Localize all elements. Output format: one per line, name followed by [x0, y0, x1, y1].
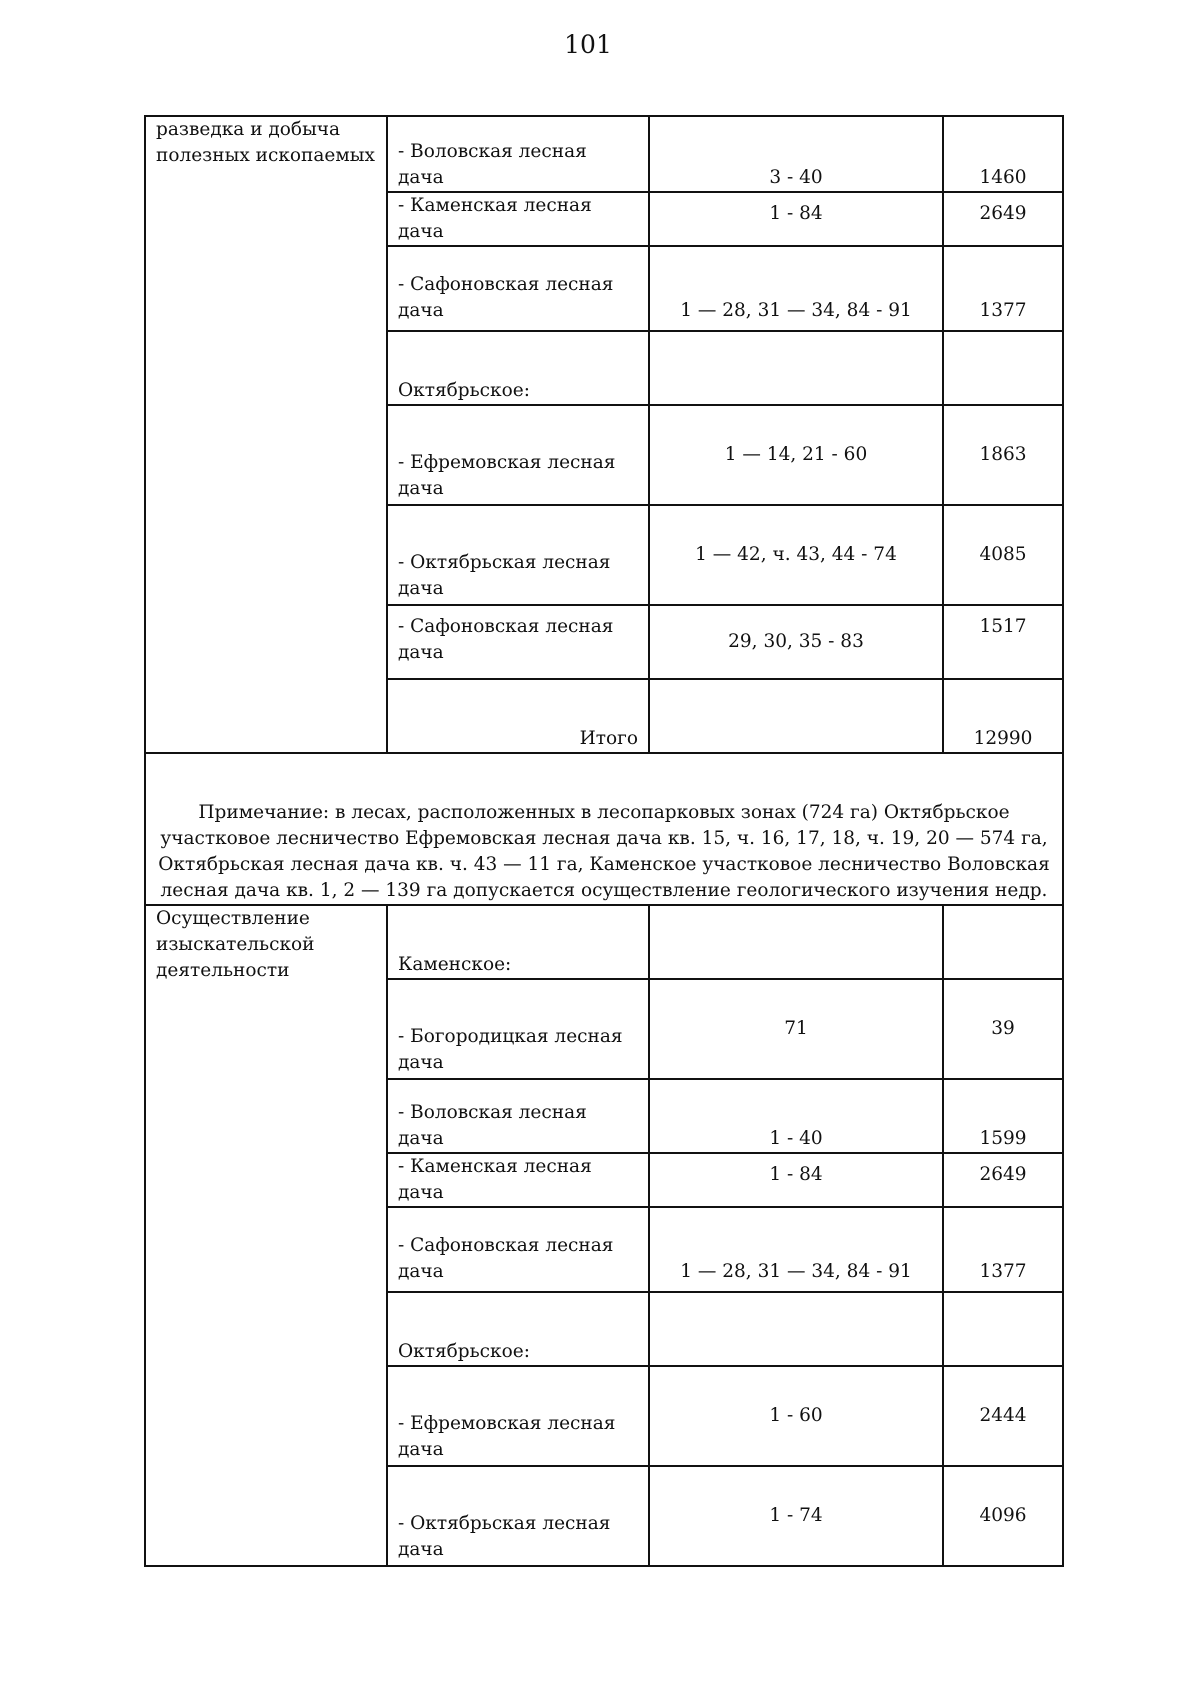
area-cell: 1377 — [943, 1207, 1063, 1292]
forest-name-cell: - Сафоновская лесная дача — [387, 246, 649, 331]
note-row — [145, 753, 1063, 905]
forest-name-cell: - Ефремовская лесная дача — [387, 1366, 649, 1466]
quarters-cell: 1 — 28, 31 — 34, 84 - 91 — [649, 246, 943, 331]
table-row — [145, 116, 1063, 192]
forest-name-cell: - Воловская лесная дача — [387, 1079, 649, 1153]
forest-name-cell: - Каменская лесная дача — [387, 1153, 649, 1207]
page-number: 101 — [564, 30, 612, 59]
quarters-cell — [649, 905, 943, 979]
area-cell: 1377 — [943, 246, 1063, 331]
forest-name-cell: - Сафоновская лесная дача — [387, 605, 649, 679]
area-cell — [943, 331, 1063, 405]
forest-name-cell: - Сафоновская лесная дача — [387, 1207, 649, 1292]
forest-name-cell: - Воловская лесная дача — [387, 116, 649, 192]
area-cell: 1460 — [943, 116, 1063, 192]
quarters-cell: 1 - 40 — [649, 1079, 943, 1153]
quarters-cell: 1 — 42, ч. 43, 44 - 74 — [649, 505, 943, 605]
forest-name-cell: - Октябрьская лесная дача — [387, 1466, 649, 1566]
quarters-cell: 1 - 74 — [649, 1466, 943, 1566]
area-cell: 1599 — [943, 1079, 1063, 1153]
table-row — [145, 905, 1063, 979]
area-cell: 2649 — [943, 1153, 1063, 1207]
purpose-cell: Осуществление изыскательской деятельности — [145, 905, 387, 1566]
quarters-cell: 71 — [649, 979, 943, 1079]
quarters-cell: 3 - 40 — [649, 116, 943, 192]
forest-name-cell: - Каменская лесная дача — [387, 192, 649, 246]
total-label: Итого — [387, 679, 649, 753]
area-cell — [943, 905, 1063, 979]
quarters-cell: 1 - 60 — [649, 1366, 943, 1466]
purpose-cell: разведка и добыча полезных ископаемых — [145, 116, 387, 753]
forest-name-cell: - Октябрьская лесная дача — [387, 505, 649, 605]
area-cell: 2444 — [943, 1366, 1063, 1466]
area-cell — [943, 1292, 1063, 1366]
quarters-cell — [649, 679, 943, 753]
area-cell: 1517 — [943, 605, 1063, 679]
forest-name-cell: Октябрьское: — [387, 331, 649, 405]
area-cell: 4085 — [943, 505, 1063, 605]
area-cell: 2649 — [943, 192, 1063, 246]
quarters-cell: 1 - 84 — [649, 1153, 943, 1207]
area-cell: 4096 — [943, 1466, 1063, 1566]
forest-name-cell: - Ефремовская лесная дача — [387, 405, 649, 505]
forest-use-table — [144, 115, 1064, 1567]
total-area: 12990 — [943, 679, 1063, 753]
forest-name-cell: Каменское: — [387, 905, 649, 979]
note-text: Примечание: в лесах, расположенных в лесопарковых зонах (724 га) Октябрьское участковое лесничество Ефремовская лесная дача кв. 15, ч. 16, 17, 18, ч. 19, 20 — 574 га, Октябрьская лесная дача кв. ч. 43 — 11 га, Каменское участковое лесничество Воловская лесная дача кв. 1, 2 — 139 га допускается осуществление геологического изучения недр. — [145, 753, 1063, 905]
quarters-cell: 1 — 14, 21 - 60 — [649, 405, 943, 505]
quarters-cell: 29, 30, 35 - 83 — [649, 605, 943, 679]
quarters-cell — [649, 1292, 943, 1366]
forest-name-cell: - Богородицкая лесная дача — [387, 979, 649, 1079]
quarters-cell: 1 - 84 — [649, 192, 943, 246]
forest-name-cell: Октябрьское: — [387, 1292, 649, 1366]
area-cell: 39 — [943, 979, 1063, 1079]
quarters-cell — [649, 331, 943, 405]
area-cell: 1863 — [943, 405, 1063, 505]
quarters-cell: 1 — 28, 31 — 34, 84 - 91 — [649, 1207, 943, 1292]
